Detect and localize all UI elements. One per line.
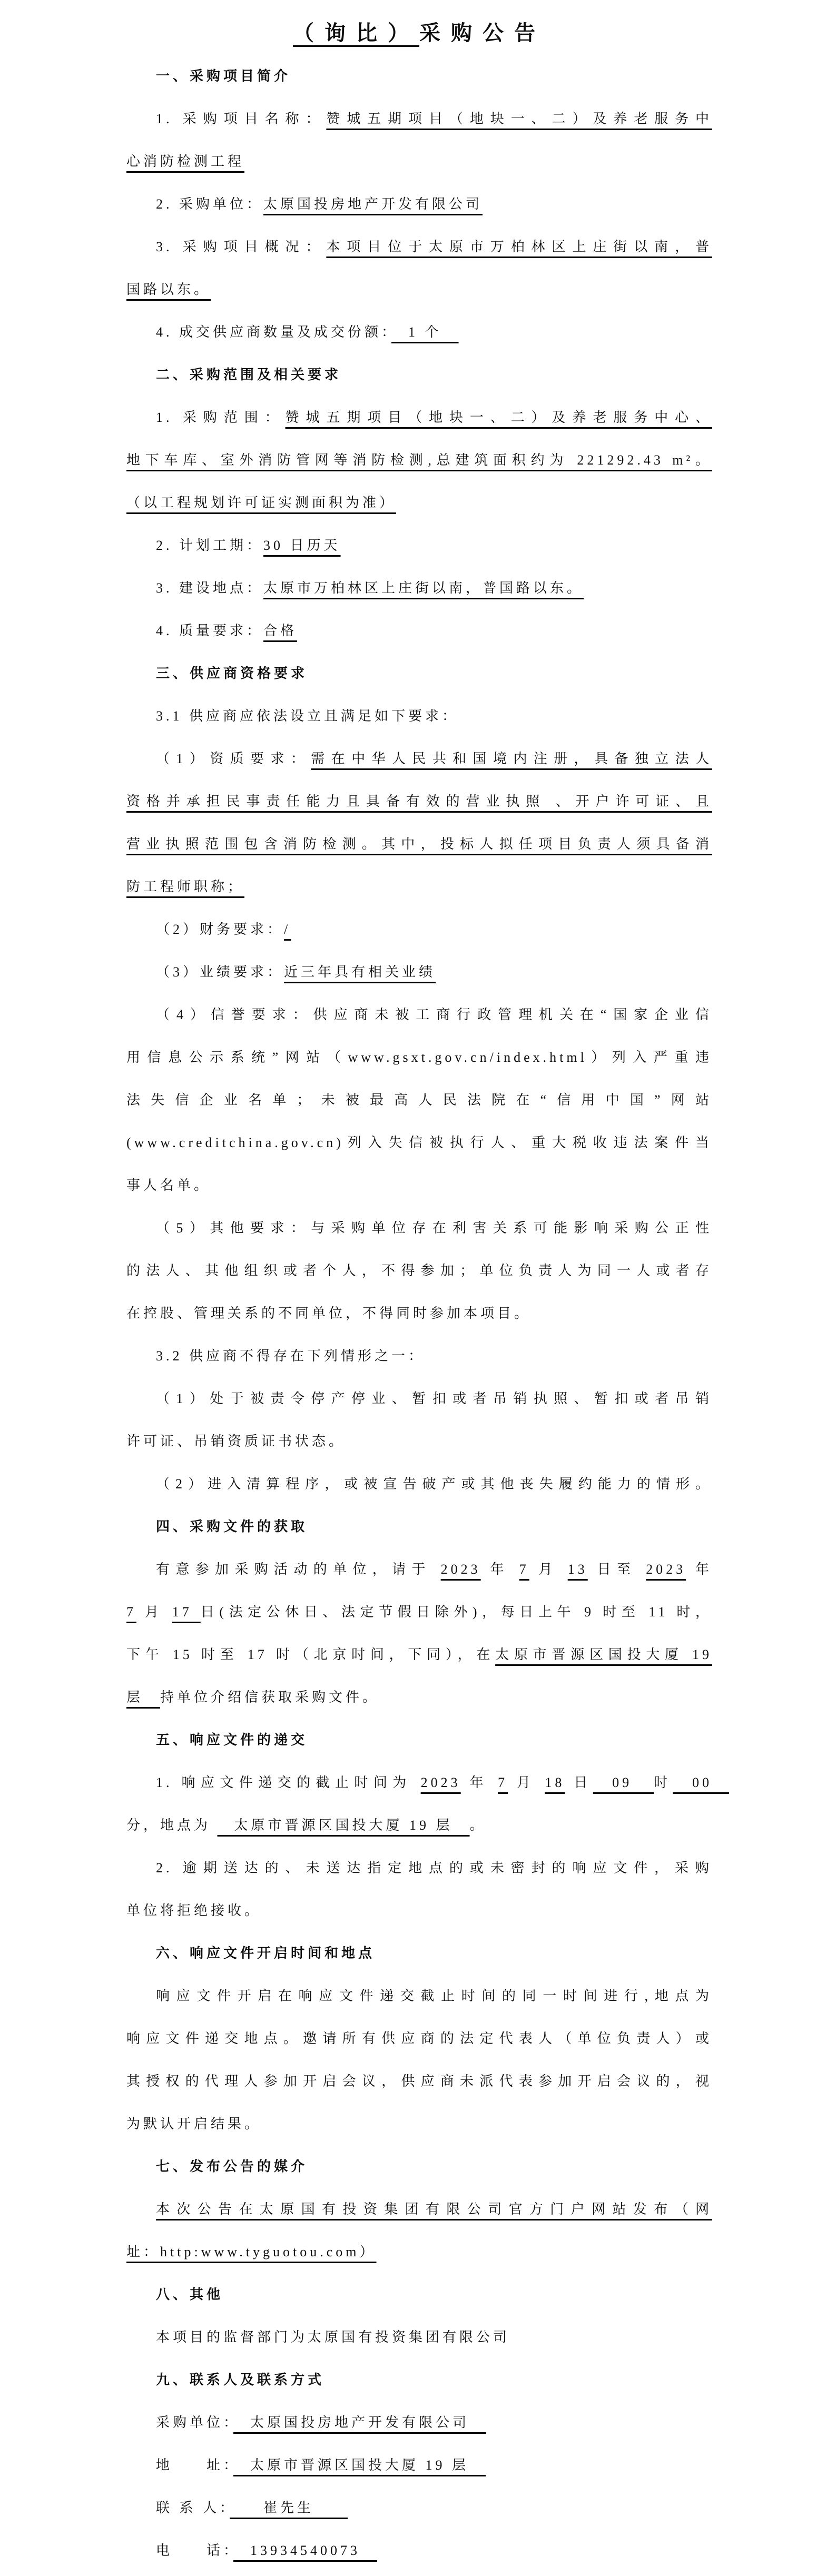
underlined-text: 防工程师职称； xyxy=(126,879,245,894)
doc-line xyxy=(126,1249,712,1292)
text-run: 2. 计划工期： xyxy=(156,538,264,553)
text-run: 事人名单。 xyxy=(126,1178,211,1193)
underlined-text: 13934540073 xyxy=(233,2543,378,2558)
text-run: 有意参加采购活动的单位，请于 xyxy=(156,1562,441,1577)
doc-line xyxy=(126,1036,712,1079)
doc-line xyxy=(126,1975,712,2017)
section-heading xyxy=(126,353,712,396)
text-run: 。 xyxy=(469,1818,487,1833)
underlined-text: 赞城五期项目（地块一、二）及养老服务中心、 xyxy=(285,410,712,425)
section-heading xyxy=(126,2273,712,2316)
doc-line xyxy=(126,695,712,737)
underlined-text: 需在中华人民共和国境内注册，具备独立法人 xyxy=(311,751,712,766)
text-run: 分，地点为 xyxy=(126,1818,218,1833)
doc-line xyxy=(126,1847,712,1889)
text-run: 联 系 人： xyxy=(156,2500,230,2515)
doc-line xyxy=(126,2230,712,2273)
text-run: （3）业绩要求： xyxy=(156,964,284,980)
text-run: 1. 采购项目名称： xyxy=(156,111,327,126)
section-heading xyxy=(126,55,712,97)
underlined-text: 近三年具有相关业绩 xyxy=(284,964,436,980)
doc-line xyxy=(126,311,712,353)
underlined-text: 太原国投房地产开发有限公司 xyxy=(263,196,483,212)
doc-line xyxy=(126,823,712,865)
doc-line xyxy=(126,140,712,183)
document-body xyxy=(126,55,729,2572)
underlined-text: 1 个 xyxy=(391,324,459,340)
underlined-text: 09 xyxy=(593,1775,654,1790)
section-heading xyxy=(126,1719,712,1761)
text-run: 五、响应文件的递交 xyxy=(156,1732,308,1748)
text-run: 用信息公示系统”网站（www.gsxt.gov.cn/index.html）列入严重违 xyxy=(126,1050,712,1065)
doc-line xyxy=(126,1335,712,1377)
underlined-text: 本项目位于太原市万柏林区上庄街以南，普 xyxy=(326,239,712,254)
text-run: 日至 xyxy=(587,1562,646,1577)
text-run: 响应文件递交地点。邀请所有供应商的法定代表人（单位负责人）或 xyxy=(126,2031,712,2046)
text-run: 3. 采购项目概况： xyxy=(156,239,327,254)
doc-line xyxy=(126,609,712,652)
underlined-text: 心消防检测工程 xyxy=(126,154,245,169)
text-run: 法失信企业名单；未被最高人民法院在“信用中国”网站 xyxy=(126,1092,712,1108)
underlined-text: 资格并承担民事责任能力且具备有效的营业执照 、开户许可证、且 xyxy=(126,794,712,809)
text-run: 其授权的代理人参加开启会议，供应商未派代表参加开启会议的，视 xyxy=(126,2074,712,2089)
underlined-text: 址：http:www.tyguotou.com） xyxy=(126,2244,377,2259)
underlined-text: 地下车库、室外消防管网等消防检测,总建筑面积约为 221292.43 m²。 xyxy=(126,452,712,468)
doc-line xyxy=(126,780,712,823)
text-run: 电 话： xyxy=(156,2543,234,2558)
underlined-text: 国路以东。 xyxy=(126,282,211,297)
text-run: (www.creditchina.gov.cn)列入失信被执行人、重大税收违法案件当 xyxy=(126,1135,712,1150)
doc-line xyxy=(126,1548,712,1591)
text-run: 日(法定公休日、法定节假日除外)，每日上午 9 时至 11 时， xyxy=(200,1604,712,1620)
underlined-text: 本次公告在太原国有投资集团有限公司官方门户网站发布（网 xyxy=(156,2202,712,2217)
underlined-text: 2023 xyxy=(646,1562,686,1577)
underlined-text: 崔先生 xyxy=(230,2500,348,2515)
text-run: 八、其他 xyxy=(156,2287,224,2302)
text-run: 三、供应商资格要求 xyxy=(156,666,308,681)
doc-line xyxy=(126,183,712,225)
section-heading xyxy=(126,652,712,695)
text-run: （1）资质要求： xyxy=(156,751,311,766)
text-run: 九、联系人及联系方式 xyxy=(156,2372,325,2387)
doc-line xyxy=(126,1079,712,1121)
doc-line xyxy=(126,1420,712,1463)
section-heading xyxy=(126,1505,712,1548)
underlined-text: 太原市晋源区国投大厦 19 层 xyxy=(233,2457,486,2473)
underlined-text: 7 xyxy=(498,1775,508,1790)
doc-line xyxy=(126,2060,712,2103)
underlined-text: 7 xyxy=(126,1604,136,1620)
doc-line xyxy=(126,524,712,567)
doc-line xyxy=(126,2486,712,2529)
text-run: 月 xyxy=(529,1562,568,1577)
text-run: （2）财务要求： xyxy=(156,922,284,937)
text-run: 为默认开启结果。 xyxy=(126,2116,262,2131)
text-run: 月 xyxy=(508,1775,545,1790)
title-text: 采购公告 xyxy=(419,21,546,45)
doc-line xyxy=(126,1633,712,1676)
text-run: 持单位介绍信获取采购文件。 xyxy=(160,1690,380,1705)
text-run: 的法人、其他组织或者个人，不得参加；单位负责人为同一人或者存 xyxy=(126,1263,712,1278)
text-run: （4）信誉要求：供应商未被工商行政管理机关在“国家企业信 xyxy=(156,1007,712,1022)
doc-line xyxy=(126,2444,712,2486)
doc-line xyxy=(126,2401,712,2444)
text-run: 采购单位： xyxy=(156,2415,234,2430)
doc-line xyxy=(126,1804,712,1847)
underlined-text: 合格 xyxy=(263,623,298,638)
doc-line xyxy=(126,951,712,993)
text-run: 年 xyxy=(686,1562,712,1577)
underlined-text: 太原国投房地产开发有限公司 xyxy=(233,2415,487,2430)
doc-line xyxy=(126,2316,712,2358)
underlined-text: 18 xyxy=(545,1775,565,1790)
doc-line xyxy=(126,439,712,481)
doc-line xyxy=(126,1761,729,1804)
doc-line xyxy=(126,1164,712,1207)
underlined-text: 00 xyxy=(673,1775,729,1790)
underlined-text: 太原市万柏林区上庄街以南，普国路以东。 xyxy=(263,580,584,596)
text-run: 时 xyxy=(654,1775,673,1790)
doc-line xyxy=(126,865,712,908)
doc-line xyxy=(126,2103,712,2145)
text-run: 本项目的监督部门为太原国有投资集团有限公司 xyxy=(156,2330,510,2345)
underlined-text: 17 xyxy=(172,1604,201,1620)
doc-line xyxy=(126,481,712,524)
text-run: 2. 采购单位： xyxy=(156,196,264,212)
text-run: 单位将拒绝接收。 xyxy=(126,1903,262,1918)
text-run: 四、采购文件的获取 xyxy=(156,1519,308,1534)
doc-line xyxy=(126,1591,712,1633)
underlined-text: （以工程规划许可证实测面积为准） xyxy=(126,495,397,510)
underlined-text: 太原市晋源区国投大厦 19 层 xyxy=(217,1818,470,1833)
title-prefix: （询比） xyxy=(293,21,419,45)
text-run: 年 xyxy=(480,1562,519,1577)
text-run: 1. 采购范围： xyxy=(156,410,286,425)
doc-line xyxy=(126,1676,712,1719)
text-run: 许可证、吊销资质证书状态。 xyxy=(126,1434,346,1449)
doc-line xyxy=(126,993,712,1036)
text-run: 六、响应文件开启时间和地点 xyxy=(156,1946,376,1961)
section-heading xyxy=(126,1932,712,1975)
text-run: 下午 15 时至 17 时（北京时间，下同），在 xyxy=(126,1647,496,1662)
underlined-text: 13 xyxy=(567,1562,588,1577)
text-run: 4. 质量要求： xyxy=(156,623,264,638)
doc-line xyxy=(126,908,712,951)
text-run: 二、采购范围及相关要求 xyxy=(156,367,342,382)
text-run: 七、发布公告的媒介 xyxy=(156,2159,308,2174)
text-run: 日 xyxy=(565,1775,593,1790)
text-run: 响应文件开启在响应文件递交截止时间的同一时间进行,地点为 xyxy=(156,1988,712,2003)
underlined-text: 2023 xyxy=(440,1562,481,1577)
text-run: 1. 响应文件递交的截止时间为 xyxy=(156,1775,421,1790)
text-run: （1）处于被责令停产停业、暂扣或者吊销执照、暂扣或者吊销 xyxy=(156,1391,712,1406)
doc-line xyxy=(126,97,712,140)
text-run: 地 址： xyxy=(156,2457,234,2473)
text-run: 3.1 供应商应依法设立且满足如下要求： xyxy=(156,708,459,724)
text-run: （5）其他要求：与采购单位存在利害关系可能影响采购公正性 xyxy=(156,1220,712,1236)
text-run: 一、采购项目简介 xyxy=(156,68,291,84)
doc-line xyxy=(126,396,712,439)
underlined-text: 2023 xyxy=(420,1775,461,1790)
section-heading xyxy=(126,2358,712,2401)
text-run: 3.2 供应商不得存在下列情形之一： xyxy=(156,1348,426,1364)
doc-line xyxy=(126,268,712,311)
document-title xyxy=(126,12,712,55)
text-run: 2. 逾期送达的、未送达指定地点的或未密封的响应文件，采购 xyxy=(156,1860,712,1876)
doc-line xyxy=(126,1121,712,1164)
document-content xyxy=(126,0,729,2572)
underlined-text: 赞城五期项目（地块一、二）及养老服务中 xyxy=(326,111,712,126)
text-run: 在控股、管理关系的不同单位，不得同时参加本项目。 xyxy=(126,1306,532,1321)
section-heading xyxy=(126,2145,712,2188)
doc-line xyxy=(126,2188,712,2230)
text-run: 月 xyxy=(136,1604,172,1620)
text-run: （2）进入清算程序，或被宣告破产或其他丧失履约能力的情形。 xyxy=(156,1476,712,1492)
underlined-text: 7 xyxy=(519,1562,529,1577)
doc-line xyxy=(126,2017,712,2060)
doc-line xyxy=(126,2529,712,2572)
doc-line xyxy=(126,567,712,609)
underlined-text: / xyxy=(284,922,291,937)
doc-line xyxy=(126,1292,712,1335)
doc-line xyxy=(126,1377,712,1420)
text-run: 年 xyxy=(460,1775,498,1790)
doc-line xyxy=(126,225,712,268)
doc-line xyxy=(126,1463,712,1505)
underlined-text: 层 xyxy=(126,1690,161,1705)
text-run: 3. 建设地点： xyxy=(156,580,264,596)
underlined-text: 30 日历天 xyxy=(263,538,341,553)
underlined-text: 营业执照范围包含消防检测。其中，投标人拟任项目负责人须具备消 xyxy=(126,836,712,852)
underlined-text: 太原市晋源区国投大厦 19 xyxy=(495,1647,712,1662)
text-run: 4. 成交供应商数量及成交份额： xyxy=(156,324,392,340)
doc-line xyxy=(126,737,712,780)
doc-line xyxy=(126,1207,712,1249)
doc-line xyxy=(126,1889,712,1932)
